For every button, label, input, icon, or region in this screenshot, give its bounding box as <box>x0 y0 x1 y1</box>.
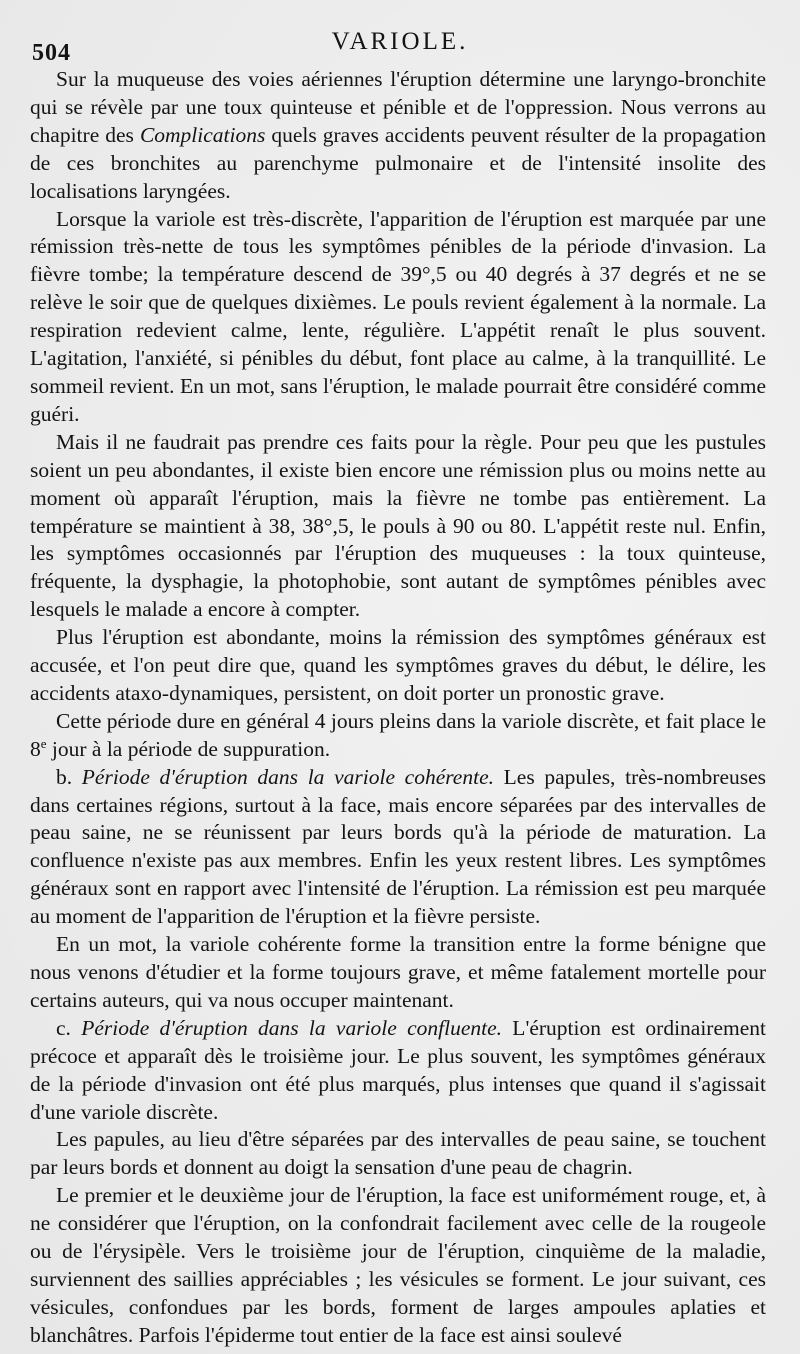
section-variole-confluente <box>30 1015 766 1127</box>
section-variole-coherente <box>30 764 766 931</box>
ordinal-superscript: e <box>40 735 47 751</box>
paragraph-text: quels graves accidents peuvent résulter de la propagation de ces bronchites au parenchyme pulmonaire et de l'intensité insolite des localisations laryngées. <box>30 122 766 203</box>
paragraph-variole-discrete: Lorsque la variole est très-discrète, l'apparition de l'éruption est marquée par une rémission très-nette de tous les symptômes pénibles de la période d'invasion. La fièvre tombe; la température descend de 39°,5 ou 40 degrés à 37 degrés et ne se relève le soir que de quelques dixièmes. Le pouls revient également à la normale. La respiration redevient calme, lente, régulière. L'appétit renaît le plus souvent. L'agitation, l'anxiété, si pénibles du début, font place au calme, à la tranquillité. Le sommeil revient. En un mot, sans l'éruption, le malade pourrait être considéré comme guéri. <box>30 206 766 426</box>
paragraph-regle: Mais il ne faudrait pas prendre ces faits pour la règle. Pour peu que les pustules soient un peu abondantes, il existe bien encore une rémission plus ou moins nette au moment où apparaît l'éruption, mais la fièvre ne tombe pas entièrement. La température se maintient à 38, 38°,5, le pouls à 90 ou 80. L'appétit reste nul. Enfin, les symptômes occasionnés par l'éruption des muqueuses : la toux quinteuse, fréquente, la dysphagie, la photophobie, sont autant de symptômes pénibles avec lesquels le malade a encore à compter. <box>30 429 766 622</box>
page-number: 504 <box>32 40 71 66</box>
running-title: VARIOLE. <box>331 28 469 55</box>
paragraph-transition: En un mot, la variole cohérente forme la transition entre la forme bénigne que nous venons d'étudier et la forme toujours grave, et même fatalement mortelle pour certains auteurs, qui va nous occuper maintenant. <box>30 932 766 1012</box>
paragraph-laryngo-bronchite <box>30 66 766 206</box>
page-header <box>30 26 770 66</box>
section-title: Période d'éruption dans la variole confluente. <box>81 1015 503 1040</box>
paragraph-text: jour à la période de suppuration. <box>46 736 331 761</box>
paragraph-text: Sur la muqueuse des voies aériennes l'éruption détermine une laryngo-bronchite qui se révèle par une toux quinteuse et pénible et de l'oppression. Nous verrons au chapitre des <box>30 67 766 147</box>
complications-reference: Complications <box>139 122 266 147</box>
paragraph-text: L'éruption est ordinairement précoce et apparaît dès le troisième jour. Le plus souvent, les symptômes généraux de la période d'invasion ont été plus marqués, plus intenses que quand il s'agissait d'une variole discrète. <box>30 1015 766 1124</box>
section-letter: c. <box>56 1015 71 1040</box>
body-text <box>30 66 766 1350</box>
paragraph-duree-periode <box>30 708 766 764</box>
paragraph-papules: Les papules, au lieu d'être séparées par des intervalles de peau saine, se touchent par leurs bords et donnent au doigt la sensation d'une peau de chagrin. <box>30 1127 766 1180</box>
paragraph-text: Cette période dure en général 4 jours pleins dans la variole discrète, et fait place le 8 <box>30 708 766 761</box>
paragraph-eruption-abondante: Plus l'éruption est abondante, moins la rémission des symptômes généraux est accusée, et l'on peut dire que, quand les symptômes graves du début, le délire, les accidents ataxo-dynamiques, persistent, on doit porter un pronostic grave. <box>30 625 766 705</box>
paragraph-face-rouge: Le premier et le deuxième jour de l'éruption, la face est uniformément rouge, et, à ne considérer que l'éruption, on la confondrait facilement avec celle de la rougeole ou de l'érysipèle. Vers le troisième jour de l'éruption, cinquième de la maladie, surviennent des saillies appréciables ; les vésicules se forment. Le jour suivant, ces vésicules, confondues par les bords, forment de larges ampoules aplaties et blanchâtres. Parfois l'épiderme tout entier de la face est ainsi soulevé <box>30 1183 766 1347</box>
paragraph-text: Les papules, très-nombreuses dans certaines régions, surtout à la face, mais encore séparées par des intervalles de peau saine, ne se réunissent par leurs bords qu'à la période de maturation. La confluence n'existe pas aux membres. Enfin les yeux restent libres. Les symptômes généraux sont en rapport avec l'intensité de l'éruption. La rémission est peu marquée au moment de l'apparition de l'éruption et la fièvre persiste. <box>30 764 767 929</box>
section-title: Période d'éruption dans la variole cohérente. <box>81 764 494 789</box>
section-letter: b. <box>56 764 73 789</box>
